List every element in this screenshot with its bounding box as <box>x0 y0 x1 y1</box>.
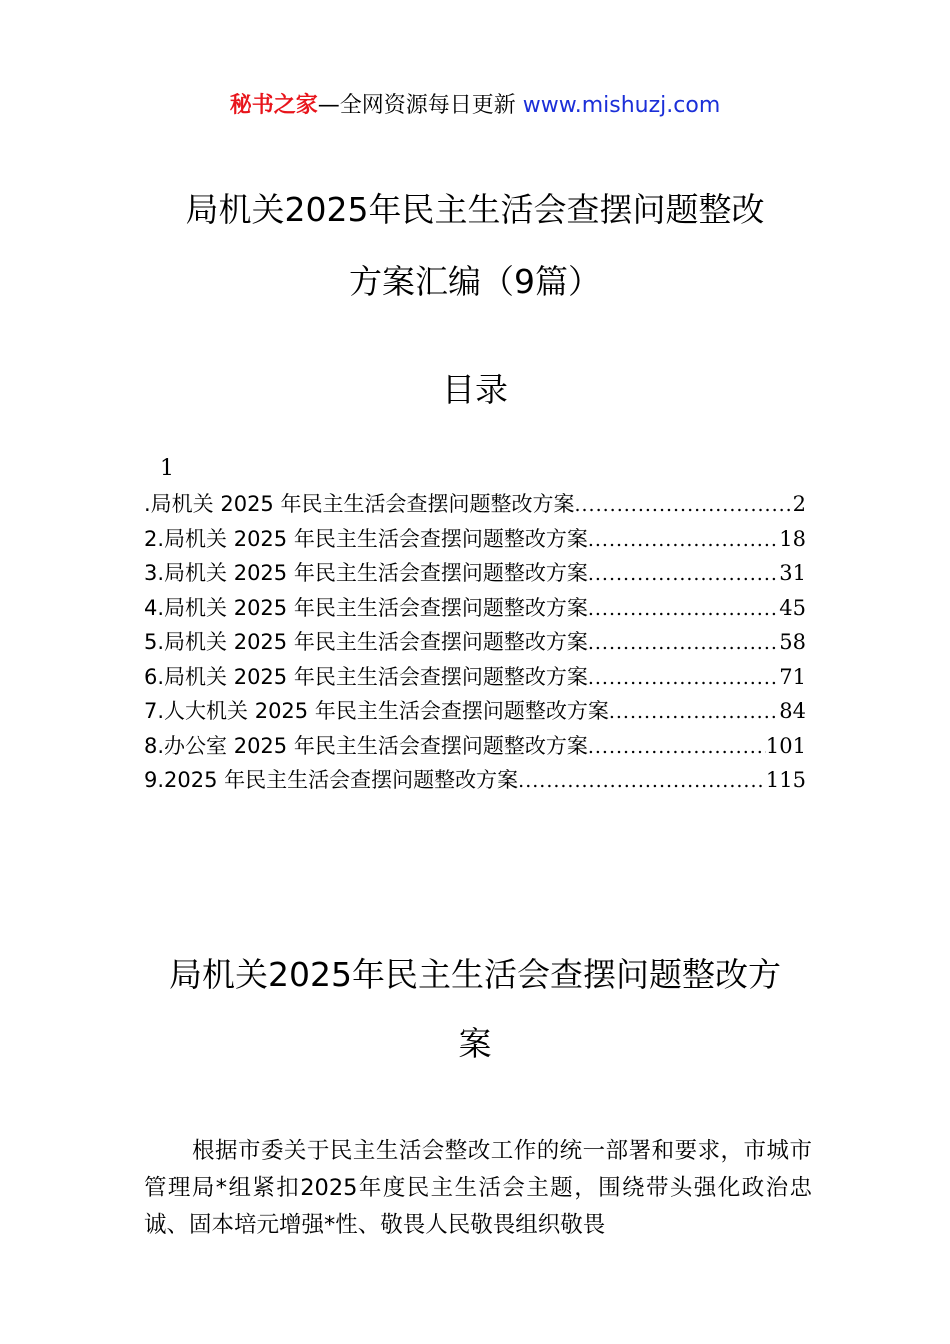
toc-leader-dots <box>588 667 779 689</box>
toc-item-page: 101 <box>765 733 806 758</box>
toc-item[interactable] <box>144 695 806 730</box>
toc-item-page: 2 <box>792 492 806 516</box>
toc-item[interactable] <box>144 523 806 558</box>
toc-item-label: 7.人大机关 2025 年民主生活会查摆问题整改方案 <box>144 699 609 723</box>
toc-item[interactable] <box>144 626 806 661</box>
toc-item-label: 2.局机关 2025 年民主生活会查摆问题整改方案 <box>144 526 588 551</box>
table-of-contents <box>144 488 806 799</box>
toc-item-label: .局机关 2025 年民主生活会查摆问题整改方案 <box>144 492 575 516</box>
toc-item-label: 6.局机关 2025 年民主生活会查摆问题整改方案 <box>144 664 588 689</box>
section-title-line-1: 局机关2025年民主生活会查摆问题整改方 <box>169 955 781 994</box>
toc-item-page: 71 <box>779 664 806 689</box>
toc-item-page: 45 <box>779 595 806 620</box>
toc-leader-dots <box>588 598 779 620</box>
toc-heading: 目录 <box>442 370 508 409</box>
toc-leader-dots <box>588 632 779 654</box>
site-header <box>0 88 950 119</box>
toc-item-page: 84 <box>779 699 806 723</box>
toc-first-number: 1 <box>160 456 174 481</box>
toc-item-page: 31 <box>779 561 806 585</box>
toc-item[interactable] <box>144 592 806 627</box>
toc-leader-dots <box>609 701 779 723</box>
toc-item-label: 4.局机关 2025 年民主生活会查摆问题整改方案 <box>144 595 588 620</box>
section-title-line-2: 案 <box>458 1024 492 1063</box>
document-title-line-2: 方案汇编（9篇） <box>349 262 601 301</box>
toc-leader-dots <box>588 529 779 551</box>
toc-leader-dots <box>588 563 779 585</box>
toc-item-label: 9.2025 年民主生活会查摆问题整改方案 <box>144 768 519 792</box>
site-tagline: —全网资源每日更新 <box>317 93 523 118</box>
site-url-link[interactable]: www.mishuzj.com <box>522 93 721 118</box>
toc-leader-dots <box>588 736 766 758</box>
toc-item-label: 3.局机关 2025 年民主生活会查摆问题整改方案 <box>144 561 588 585</box>
toc-item-label: 8.办公室 2025 年民主生活会查摆问题整改方案 <box>144 733 588 758</box>
toc-item[interactable] <box>144 488 806 523</box>
toc-item[interactable] <box>144 557 806 592</box>
toc-item-page: 58 <box>779 630 806 654</box>
toc-leader-dots <box>574 494 792 516</box>
body-paragraph: 根据市委关于民主生活会整改工作的统一部署和要求，市城市管理局*组紧扣2025年度民主生活会主题，围绕带头强化政治忠诚、固本培元增强*性、敬畏人民敬畏组织敬畏 <box>144 1137 812 1238</box>
toc-item[interactable] <box>144 730 806 765</box>
toc-item-page: 18 <box>779 526 806 551</box>
toc-item-label: 5.局机关 2025 年民主生活会查摆问题整改方案 <box>144 630 588 654</box>
site-brand: 秘书之家 <box>229 93 318 118</box>
toc-item[interactable] <box>144 661 806 696</box>
document-title-line-1: 局机关2025年民主生活会查摆问题整改 <box>185 190 765 229</box>
toc-item-page: 115 <box>765 768 806 792</box>
toc-item[interactable] <box>144 764 806 799</box>
toc-leader-dots <box>518 770 766 792</box>
